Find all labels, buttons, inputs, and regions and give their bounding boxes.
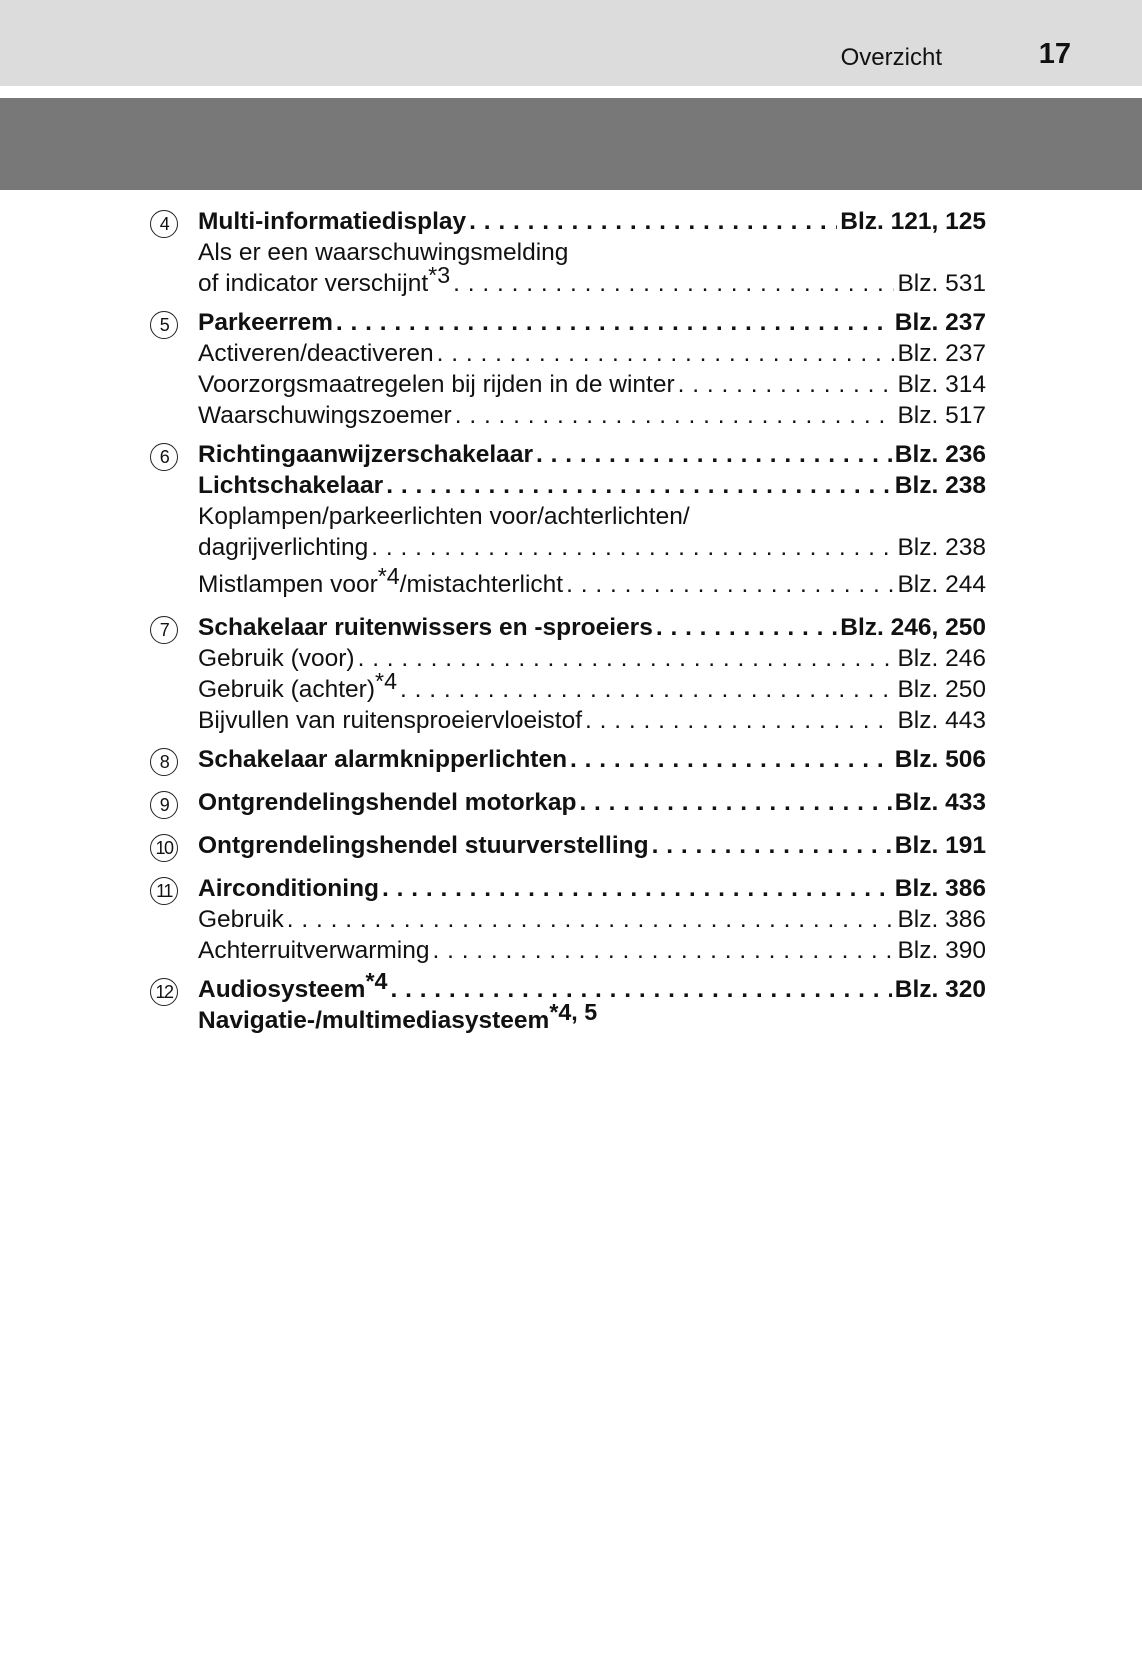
list-item xyxy=(150,935,986,966)
list-item xyxy=(150,562,986,600)
list-item xyxy=(150,612,986,643)
page-reference: Blz. 238 xyxy=(894,472,986,499)
dot-leader xyxy=(437,338,895,369)
dot-leader xyxy=(570,744,892,775)
item-label-text: Gebruik (achter) xyxy=(198,676,376,703)
page-reference: Blz. 506 xyxy=(894,746,986,773)
list-item xyxy=(150,237,986,268)
dot-leader xyxy=(678,369,895,400)
list-item xyxy=(150,787,986,818)
page-reference: Blz. 320 xyxy=(894,976,986,1003)
item-label xyxy=(198,998,598,1036)
footnote-marker: *4 xyxy=(377,562,400,589)
list-item xyxy=(150,307,986,338)
item-label: Gebruik xyxy=(198,906,284,933)
dot-leader xyxy=(585,705,894,736)
list-item xyxy=(150,206,986,237)
page-reference: Blz. 386 xyxy=(897,906,986,933)
list-item xyxy=(150,470,986,501)
page-number: 17 xyxy=(1038,38,1071,70)
item-number-badge: 10 xyxy=(150,834,178,862)
list-item xyxy=(150,439,986,470)
item-label-text: of indicator verschijnt xyxy=(198,270,429,297)
page-reference: Blz. 237 xyxy=(897,340,986,367)
dot-leader xyxy=(455,400,895,431)
list-item xyxy=(150,643,986,674)
dot-leader xyxy=(400,674,894,705)
dot-leader xyxy=(536,439,892,470)
list-item xyxy=(150,400,986,431)
item-number-badge: 6 xyxy=(150,443,178,471)
footnote-marker: *3 xyxy=(428,261,451,288)
list-item xyxy=(150,532,986,563)
item-number-badge: 11 xyxy=(150,877,178,905)
item-label: Voorzorgsmaatregelen bij rijden in de winter xyxy=(198,371,675,398)
page-reference: Blz. 433 xyxy=(894,789,986,816)
item-number-badge: 12 xyxy=(150,978,178,1006)
item-label xyxy=(198,261,451,299)
item-number-badge: 9 xyxy=(150,791,178,819)
item-label: Schakelaar alarmknipperlichten xyxy=(198,746,568,773)
list-item xyxy=(150,830,986,861)
item-label xyxy=(198,562,564,600)
section-title: Overzicht xyxy=(840,44,942,71)
page-reference: Blz. 246 xyxy=(897,645,986,672)
item-label: Airconditioning xyxy=(198,875,379,902)
page-reference: Blz. 191 xyxy=(894,832,986,859)
item-label-text: Navigatie-/multimediasysteem xyxy=(198,1007,550,1034)
item-label: Ontgrendelingshendel stuurverstelling xyxy=(198,832,649,859)
dot-leader xyxy=(469,206,837,237)
dot-leader xyxy=(390,974,891,1005)
item-label: Achterruitverwarming xyxy=(198,937,430,964)
footnote-marker: *4 xyxy=(365,967,388,994)
dot-leader xyxy=(386,470,892,501)
dot-leader xyxy=(453,268,894,299)
item-label: Als er een waarschuwingsmelding xyxy=(198,239,569,266)
item-label: Schakelaar ruitenwissers en -sproeiers xyxy=(198,614,653,641)
page-reference: Blz. 531 xyxy=(897,270,986,297)
item-label: Waarschuwingszoemer xyxy=(198,402,452,429)
item-label: Parkeerrem xyxy=(198,309,333,336)
item-label-text: /mistachterlicht xyxy=(399,571,564,598)
index-list xyxy=(150,206,986,1036)
list-item xyxy=(150,338,986,369)
item-label-text: Audiosysteem xyxy=(198,976,366,1003)
page-reference: Blz. 121, 125 xyxy=(840,208,986,235)
section-band xyxy=(0,98,1142,190)
list-item xyxy=(150,873,986,904)
item-number-badge: 4 xyxy=(150,210,178,238)
list-item xyxy=(150,369,986,400)
dot-leader xyxy=(358,643,895,674)
dot-leader xyxy=(287,904,895,935)
item-label xyxy=(198,967,388,1005)
item-label: Lichtschakelaar xyxy=(198,472,384,499)
header-band xyxy=(0,0,1142,86)
dot-leader xyxy=(371,532,894,563)
item-number-badge: 5 xyxy=(150,311,178,339)
item-number-badge: 8 xyxy=(150,748,178,776)
dot-leader xyxy=(336,307,892,338)
item-label: Bijvullen van ruitensproeiervloeistof xyxy=(198,707,583,734)
page-reference: Blz. 246, 250 xyxy=(840,614,986,641)
item-label-text: Mistlampen voor xyxy=(198,571,378,598)
list-item xyxy=(150,998,986,1036)
item-label xyxy=(198,667,398,705)
list-item xyxy=(150,501,986,532)
item-label: Ontgrendelingshendel motorkap xyxy=(198,789,577,816)
page-reference: Blz. 250 xyxy=(897,676,986,703)
list-item xyxy=(150,261,986,299)
list-item xyxy=(150,904,986,935)
list-item xyxy=(150,705,986,736)
dot-leader xyxy=(566,569,894,600)
item-label: Koplampen/parkeerlichten voor/achterlichten/ xyxy=(198,503,690,530)
dot-leader xyxy=(652,830,892,861)
page-reference: Blz. 386 xyxy=(894,875,986,902)
page-reference: Blz. 244 xyxy=(897,571,986,598)
dot-leader xyxy=(656,612,837,643)
page-reference: Blz. 237 xyxy=(894,309,986,336)
dot-leader xyxy=(432,935,894,966)
page-reference: Blz. 314 xyxy=(897,371,986,398)
dot-leader xyxy=(579,787,891,818)
page-reference: Blz. 443 xyxy=(897,707,986,734)
footnote-marker: *4 xyxy=(375,667,398,694)
page-reference: Blz. 390 xyxy=(897,937,986,964)
list-item xyxy=(150,744,986,775)
item-label: Gebruik (voor) xyxy=(198,645,355,672)
page-reference: Blz. 238 xyxy=(897,534,986,561)
item-label: Activeren/deactiveren xyxy=(198,340,434,367)
page-reference: Blz. 517 xyxy=(897,402,986,429)
footnote-marker: *4, 5 xyxy=(549,998,598,1025)
item-label: dagrijverlichting xyxy=(198,534,369,561)
item-label: Multi-informatiedisplay xyxy=(198,208,467,235)
dot-leader xyxy=(382,873,892,904)
item-number-badge: 7 xyxy=(150,616,178,644)
list-item xyxy=(150,667,986,705)
item-label: Richtingaanwijzerschakelaar xyxy=(198,441,533,468)
page-reference: Blz. 236 xyxy=(894,441,986,468)
